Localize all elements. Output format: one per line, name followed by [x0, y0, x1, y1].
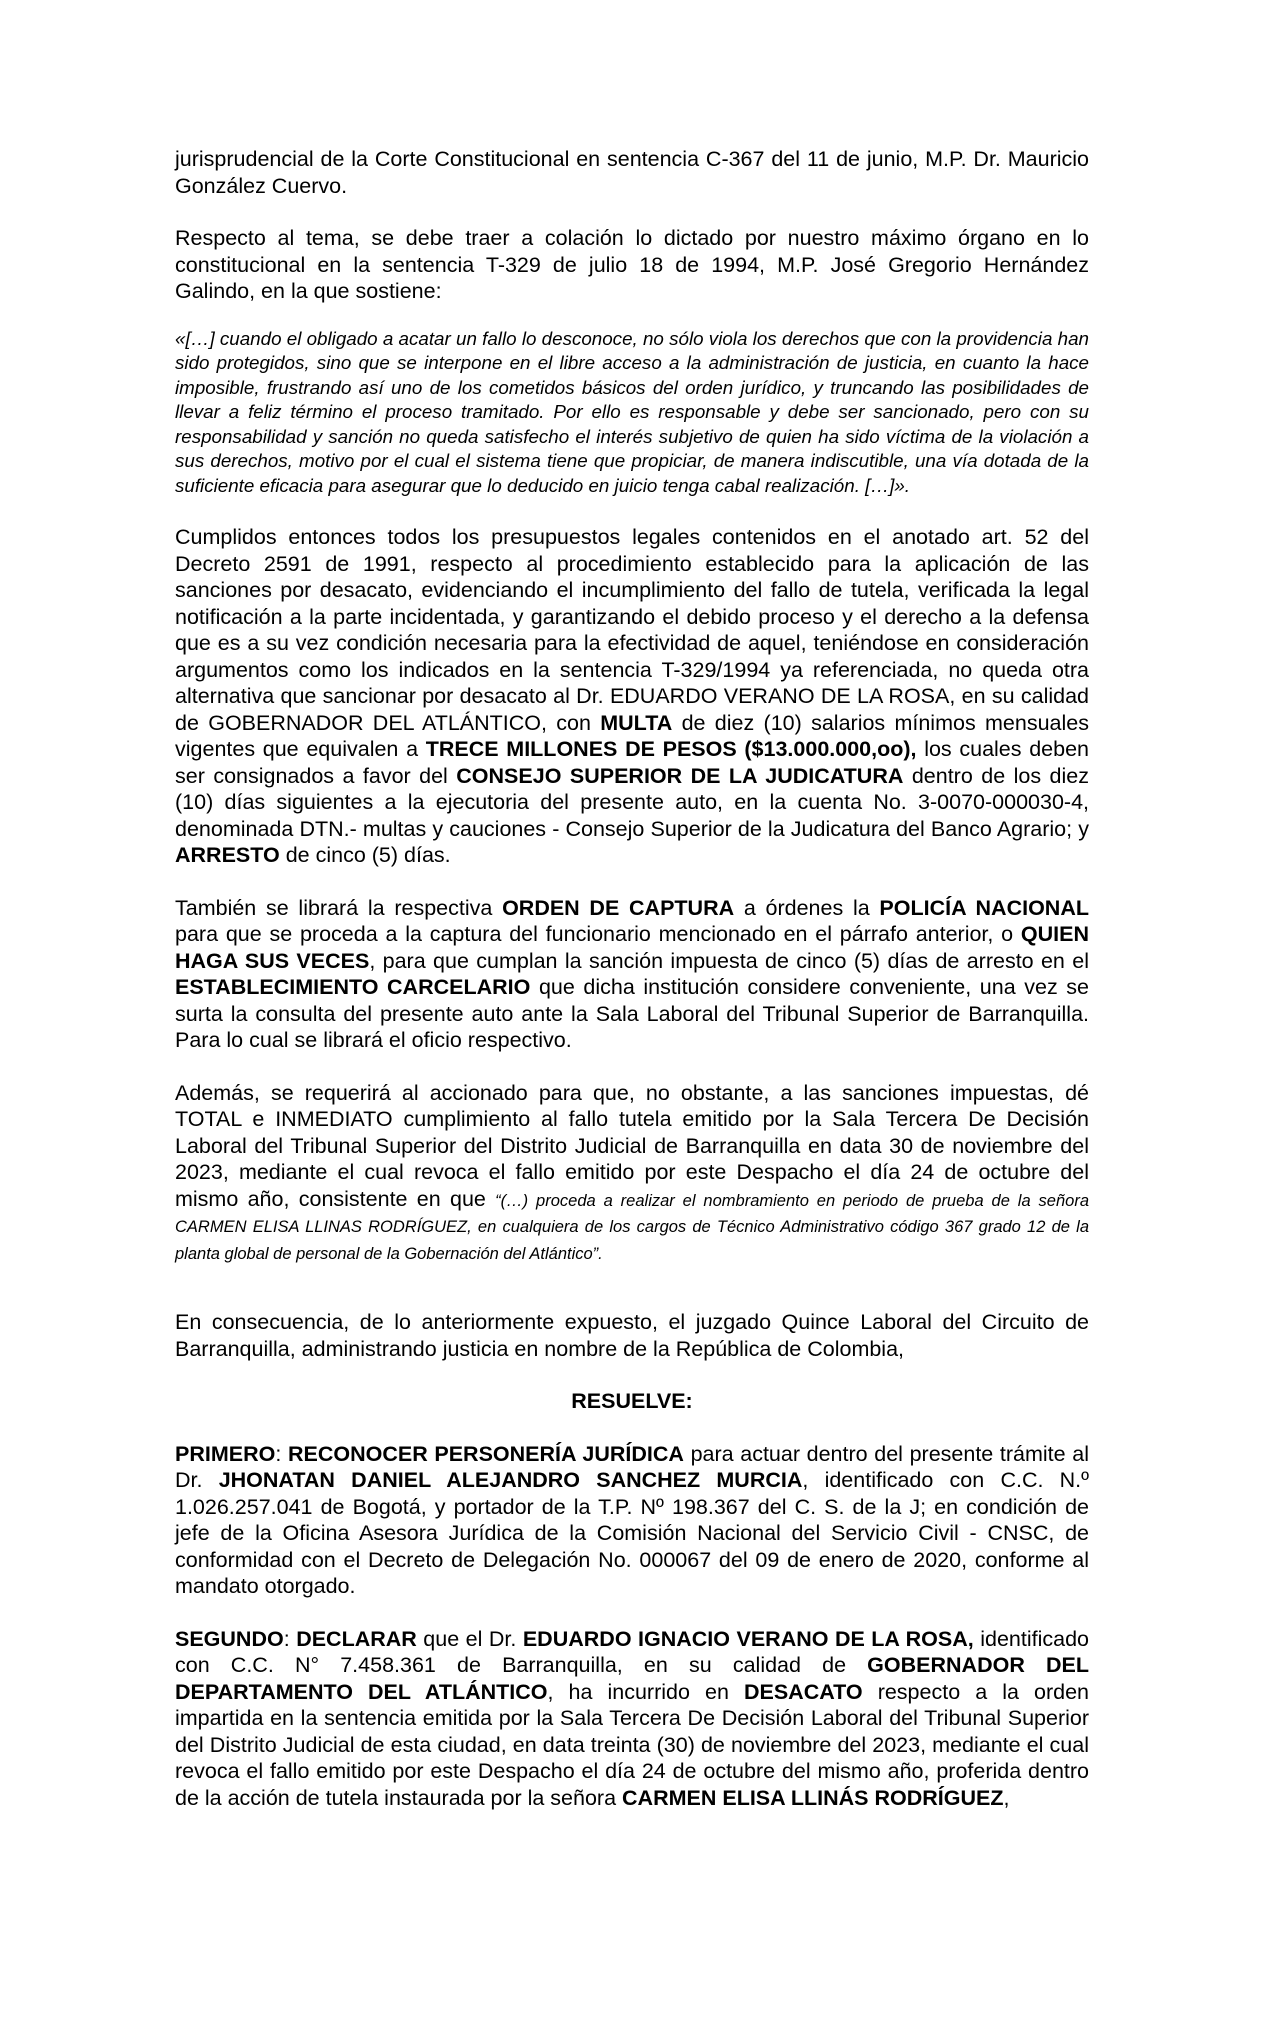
paragraph-sanction: Cumplidos entonces todos los presupuestos legales contenidos en el anotado art. 52 del Decreto 2591 de 1991, respecto al procedimiento establecido para la aplicación de las sanciones por desacato, evidenciando el incumplimiento del fallo de tutela, verificada la legal notificación a la parte incidentada, y garantizando el debido proceso y el derecho a la defensa que es a su vez condición necesaria para la efectividad de aquel, teniéndose en consideración argumentos como los indicados en la sentencia T-329/1994 ya referenciada, no queda otra alternativa que sancionar por desacato al Dr. EDUARDO VERANO DE LA ROSA, en su calidad de GOBERNADOR DEL ATLÁNTICO, con MULTA de diez (10) salarios mínimos mensuales vigentes que equivalen a TRECE MILLONES DE PESOS ($13.000.000,oo), los cuales deben ser consignados a favor del CONSEJO SUPERIOR DE LA JUDICATURA dentro de los diez (10) días siguientes a la ejecutoria del presente auto, en la cuenta No. 3-0070-000030-4, denominada DTN.- multas y cauciones - Consejo Superior de la Judicatura del Banco Agrario; y ARRESTO de cinco (5) días.: [175, 525, 1089, 867]
block-quote: «[…] cuando el obligado a acatar un fallo lo desconoce, no sólo viola los derechos que con la providencia han sido protegidos, sino que se interpone en el libre acceso a la administración de justicia, en cuanto la hace imposible, frustrando así uno de los cometidos básicos del orden jurídico, y truncando las posibilidades de llevar a feliz término el proceso tramitado. Por ello es responsable y debe ser sancionado, pero con su responsabilidad y sanción no queda satisfecho el interés subjetivo de quien ha sido víctima de la violación a sus derechos, motivo por el cual el sistema tiene que propiciar, de manera indiscutible, una vía dotada de la suficiente eficacia para asegurar que lo deducido en juicio tenga cabal realización. […]».: [175, 327, 1089, 496]
paragraph-intro-quote: Respecto al tema, se debe traer a colación lo dictado por nuestro máximo órgano en lo constitucional en la sentencia T-329 de julio 18 de 1994, M.P. José Gregorio Hernández Galindo, en la que sostiene:: [175, 226, 1089, 303]
paragraph-consequence: En consecuencia, de lo anteriormente expuesto, el juzgado Quince Laboral del Circuito de Barranquilla, administrando justicia en nombre de la República de Colombia,: [175, 1310, 1089, 1361]
resolution-heading: RESUELVE:: [571, 1389, 693, 1413]
paragraph-arrest-order: También se librará la respectiva ORDEN DE CAPTURA a órdenes la POLICÍA NACIONAL para que se proceda a la captura del funcionario mencionado en el párrafo anterior, o QUIEN HAGA SUS VECES, para que cumplan la sanción impuesta de cinco (5) días de arresto en el ESTABLECIMIENTO CARCELARIO que dicha institución considere conveniente, una vez se surta la consulta del presente auto ante la Sala Laboral del Tribunal Superior de Barranquilla. Para lo cual se librará el oficio respectivo.: [175, 895, 1089, 1052]
paragraph-jurisprudence-ref: jurisprudencial de la Corte Constitucional en sentencia C-367 del 11 de junio, M.P. Dr. Mauricio González Cuervo.: [175, 147, 1089, 198]
paragraph-compliance-requirement: Además, se requerirá al accionado para que, no obstante, a las sanciones impuestas, dé TOTAL e INMEDIATO cumplimiento al fallo tutela emitido por la Sala Tercera De Decisión Laboral del Tribunal Superior del Distrito Judicial de Barranquilla en data 30 de noviembre del 2023, mediante el cual revoca el fallo emitido por este Despacho el día 24 de octubre del mismo año, consistente en que “(…) proceda a realizar el nombramiento en periodo de prueba de la señora CARMEN ELISA LLINAS RODRÍGUEZ, en cualquiera de los cargos de Técnico Administrativo código 367 grado 12 de la planta global de personal de la Gobernación del Atlántico”.: [175, 1080, 1090, 1263]
paragraph-primero: PRIMERO: RECONOCER PERSONERÍA JURÍDICA para actuar dentro del presente trámite al Dr. JHONATAN DANIEL ALEJANDRO SANCHEZ MURCIA, identificado con C.C. N.º 1.026.257.041 de Bogotá, y portador de la T.P. Nº 198.367 del C. S. de la J; en condición de jefe de la Oficina Asesora Jurídica de la Comisión Nacional del Servicio Civil - CNSC, de conformidad con el Decreto de Delegación No. 000067 del 09 de enero de 2020, conforme al mandato otorgado.: [175, 1441, 1090, 1598]
paragraph-segundo: SEGUNDO: DECLARAR que el Dr. EDUARDO IGNACIO VERANO DE LA ROSA, identificado con C.C. N° 7.458.361 de Barranquilla, en su calidad de GOBERNADOR DEL DEPARTAMENTO DEL ATLÁNTICO, ha incurrido en DESACATO respecto a la orden impartida en la sentencia emitida por la Sala Tercera De Decisión Laboral del Tribunal Superior del Distrito Judicial de esta ciudad, en data treinta (30) de noviembre del 2023, mediante el cual revoca el fallo emitido por este Despacho el día 24 de octubre del mismo año, proferida dentro de la acción de tutela instaurada por la señora CARMEN ELISA LLINÁS RODRÍGUEZ,: [175, 1626, 1089, 1810]
